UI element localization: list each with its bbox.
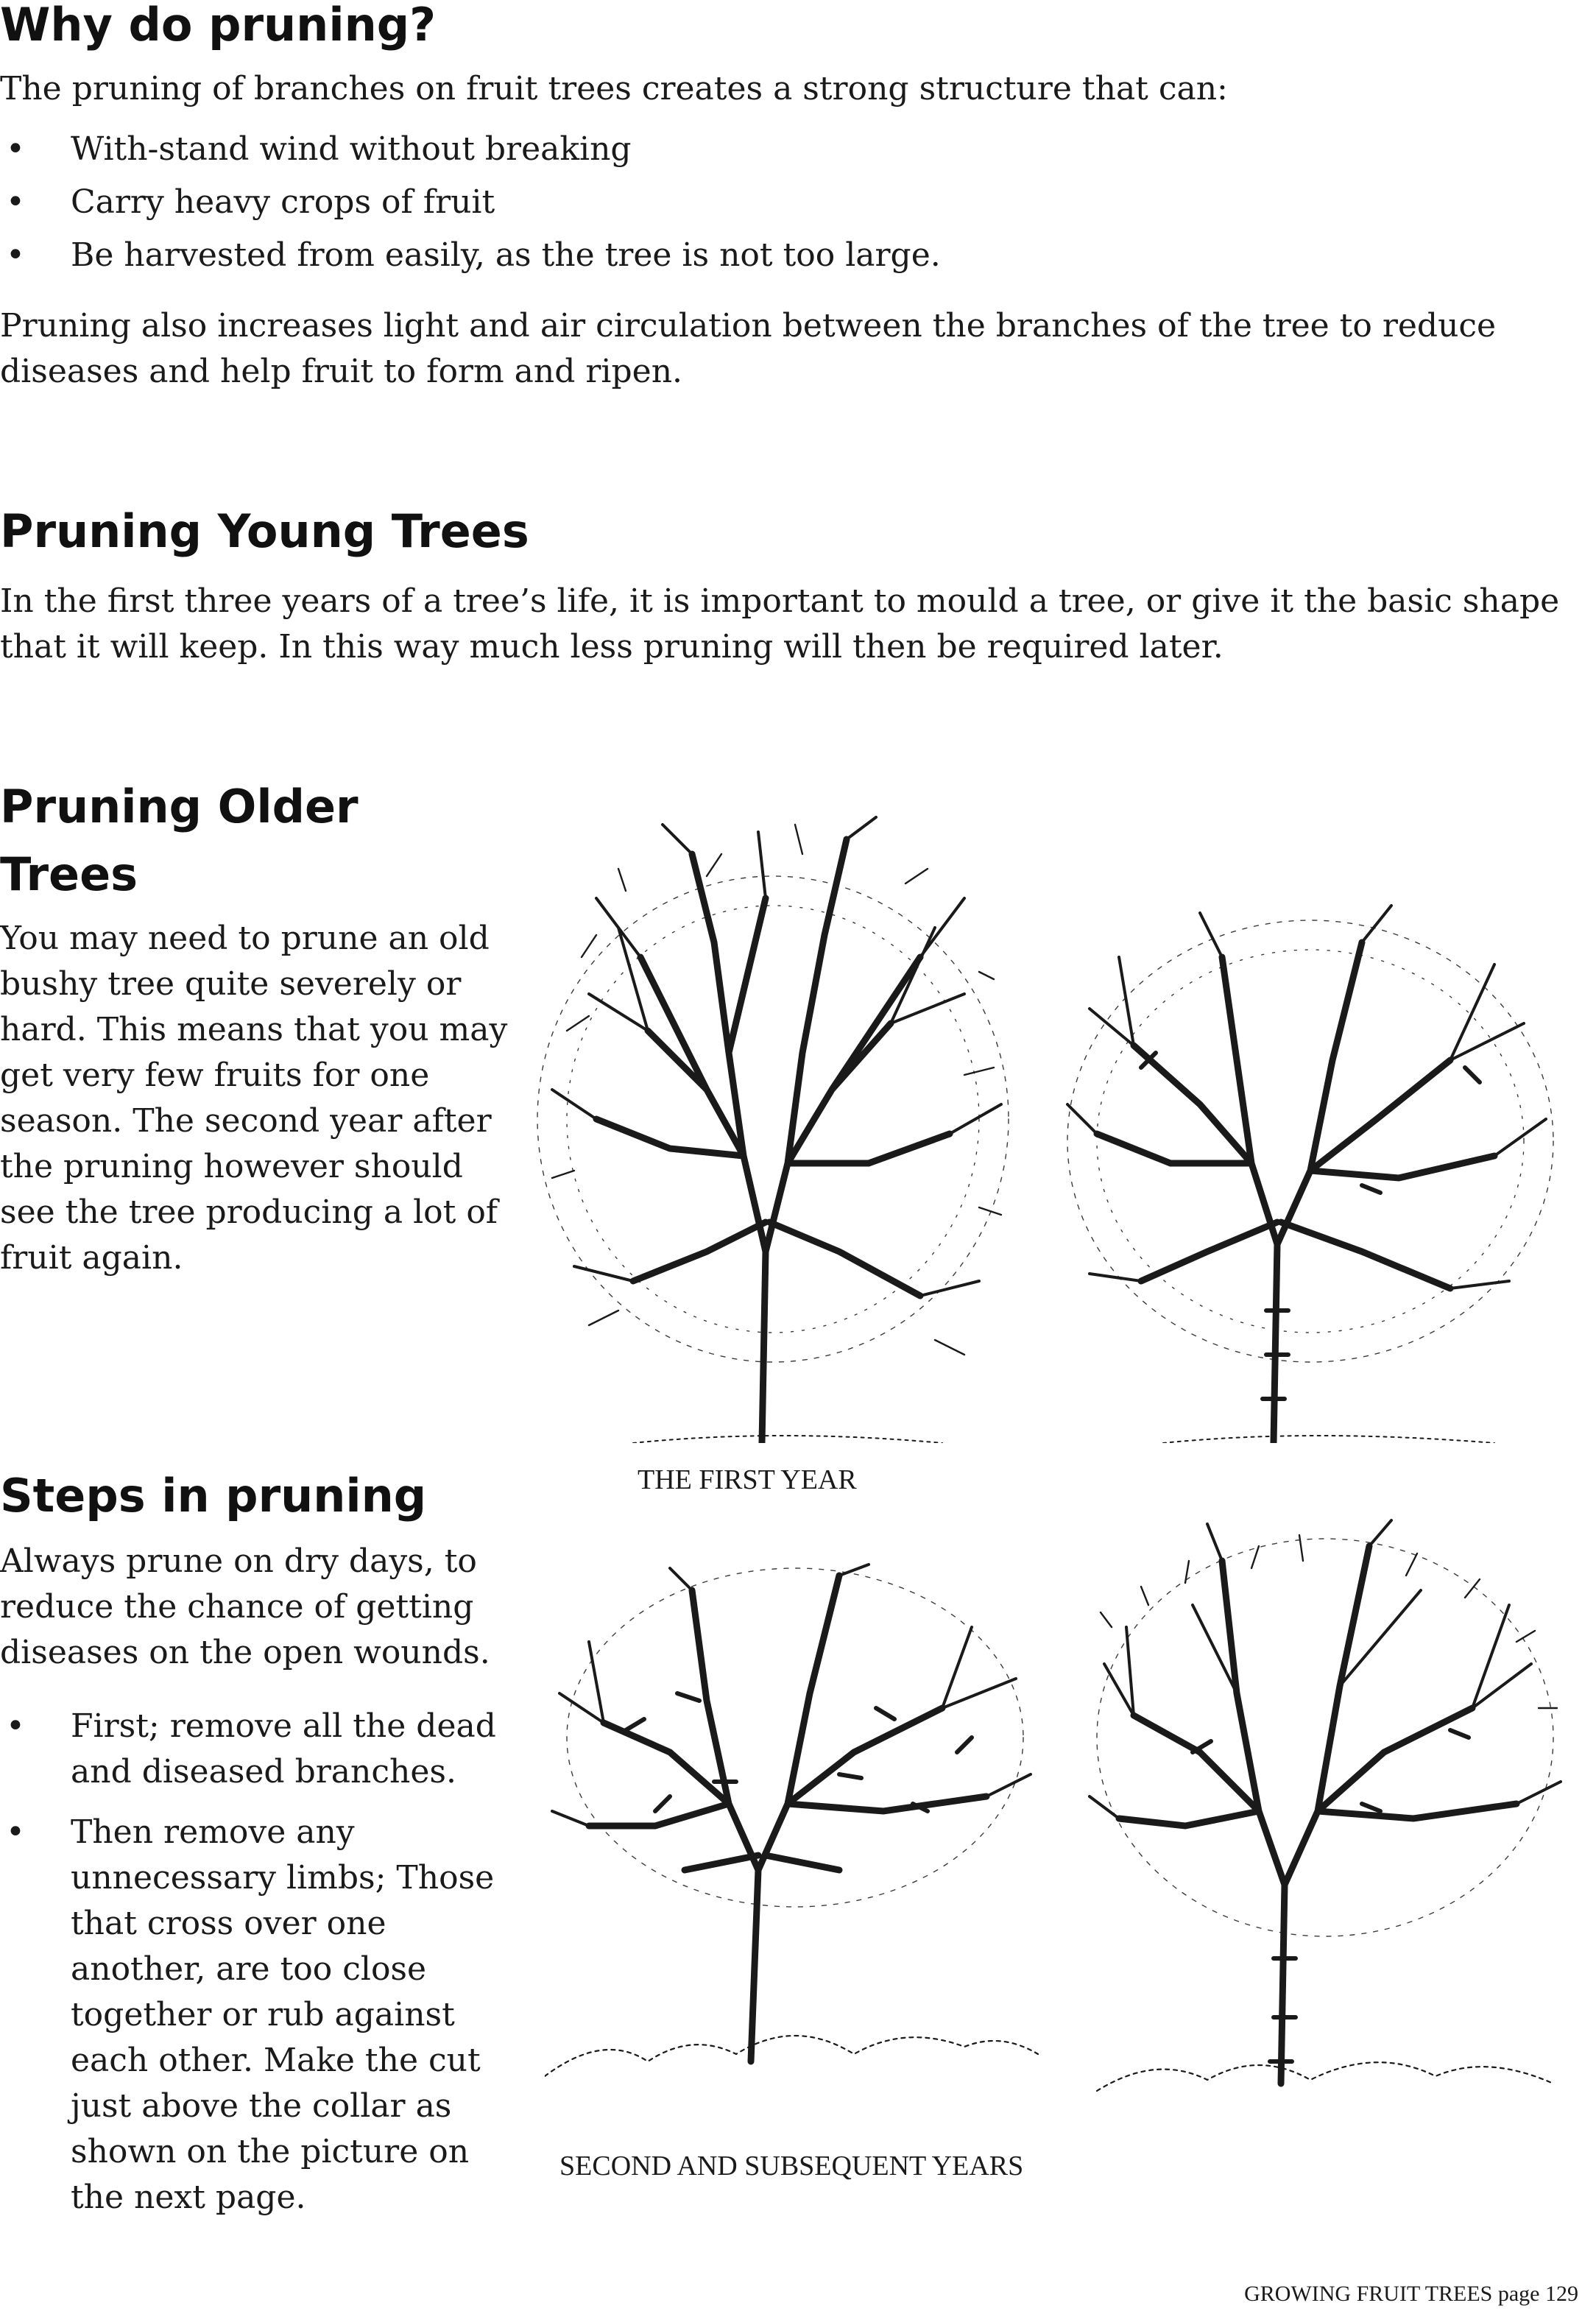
heading-steps: Steps in pruning xyxy=(0,1469,427,1523)
why-intro: The pruning of branches on fruit trees creates a strong structure that can: xyxy=(0,70,1228,107)
list-item: • Be harvested from easily, as the tree is not too large. xyxy=(0,233,941,278)
young-text: In the first three years of a tree’s life, it is important to mould a tree, or give it the basic shape that it will keep. In this way much less pruning will then be required later. xyxy=(0,582,1560,666)
page-footer: GROWING FRUIT TREES page 129 xyxy=(1244,2282,1578,2306)
caption-first-year: THE FIRST YEAR xyxy=(638,1464,857,1495)
steps-intro: Always prune on dry days, to reduce the chance of getting diseases on the open wounds. xyxy=(0,1542,490,1671)
heading-why-pruning: Why do pruning? xyxy=(0,0,437,52)
list-item: • With-stand wind without breaking xyxy=(0,127,941,172)
tree-illustration-first-year-before xyxy=(523,810,1023,1443)
heading-young-trees: Pruning Young Trees xyxy=(0,504,529,558)
heading-older-trees: Pruning Older Trees xyxy=(0,780,359,901)
list-item: • First; remove all the dead and diseased branches. xyxy=(0,1704,508,1795)
why-outro: Pruning also increases light and air circulation between the branches of the tree to reduce diseases and help fruit to form and ripen. xyxy=(0,307,1497,390)
older-text: You may need to prune an old bushy tree quite severely or hard. This means that you may get very few fruits for one season. The second year after the pruning however should see the tree producing a lot of fruit again. xyxy=(0,920,508,1277)
tree-illustration-subsequent-after xyxy=(1082,1517,1568,2106)
steps-bullet-list xyxy=(0,1704,508,2220)
why-bullet-list xyxy=(0,127,941,278)
list-item: • Then remove any unnecessary limbs; Those that cross over one another, are too close together or rub against each other. Make the cut just above the collar as shown on the picture on the next page. xyxy=(0,1810,508,2220)
tree-illustration-subsequent-before xyxy=(545,1561,1045,2091)
list-item: • Carry heavy crops of fruit xyxy=(0,180,941,225)
tree-illustration-first-year-after xyxy=(1053,898,1568,1443)
caption-subsequent-years: SECOND AND SUBSEQUENT YEARS xyxy=(559,2151,1024,2181)
